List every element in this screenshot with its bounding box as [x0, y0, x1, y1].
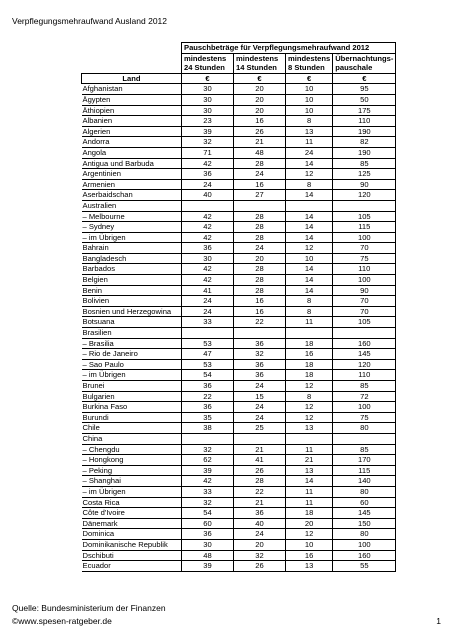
rate-14h-cell: [234, 433, 286, 444]
table-row: [82, 391, 396, 402]
country-cell: Argentinien: [82, 169, 182, 180]
overnight-cell: 100: [333, 539, 396, 550]
rate-24h-cell: 54: [182, 370, 234, 381]
rate-8h-cell: 18: [286, 338, 333, 349]
overnight-cell: 145: [333, 349, 396, 360]
rate-14h-cell: 26: [234, 561, 286, 572]
table-row: [82, 465, 396, 476]
source-note: Quelle: Bundesministerium der Finanzen: [12, 603, 166, 613]
country-cell: Dominikanische Republik: [82, 539, 182, 550]
country-cell: Bangladesch: [82, 253, 182, 264]
rate-24h-cell: 53: [182, 359, 234, 370]
land-header: Land: [82, 73, 182, 84]
rate-24h-cell: 40: [182, 190, 234, 201]
rate-24h-cell: 24: [182, 296, 234, 307]
overnight-cell: 140: [333, 476, 396, 487]
rate-8h-cell: [286, 328, 333, 339]
overnight-cell: 85: [333, 381, 396, 392]
col-header-8h-line2: 8 Stunden: [286, 63, 333, 73]
table-row: [82, 529, 396, 540]
col-header-overnight-line2: pauschale: [333, 63, 396, 73]
rate-14h-cell: 16: [234, 116, 286, 127]
overnight-cell: 90: [333, 179, 396, 190]
rate-24h-cell: 36: [182, 169, 234, 180]
overnight-cell: 160: [333, 550, 396, 561]
table-row: [82, 179, 396, 190]
overnight-cell: [333, 328, 396, 339]
currency-header: €: [286, 73, 333, 84]
rate-24h-cell: 30: [182, 105, 234, 116]
table-title: Pauschbeträge für Verpflegungsmehraufwand 2012: [182, 43, 396, 54]
country-cell: Armenien: [82, 179, 182, 190]
table-row: [82, 105, 396, 116]
rate-14h-cell: 15: [234, 391, 286, 402]
table-row: [82, 486, 396, 497]
rate-14h-cell: 28: [234, 158, 286, 169]
col-header-14h-line1: mindestens: [234, 53, 286, 63]
rate-24h-cell: 23: [182, 116, 234, 127]
rate-8h-cell: 11: [286, 444, 333, 455]
rate-14h-cell: 16: [234, 296, 286, 307]
overnight-cell: 115: [333, 222, 396, 233]
rate-8h-cell: 14: [286, 275, 333, 286]
rate-24h-cell: [182, 433, 234, 444]
rate-8h-cell: 10: [286, 539, 333, 550]
table-row: [82, 84, 396, 95]
rate-24h-cell: 32: [182, 137, 234, 148]
table-row: [82, 232, 396, 243]
table-row: [82, 158, 396, 169]
rate-14h-cell: 36: [234, 359, 286, 370]
rate-8h-cell: 13: [286, 465, 333, 476]
country-cell: – im Übrigen: [82, 370, 182, 381]
table-row: [82, 253, 396, 264]
overnight-cell: 190: [333, 147, 396, 158]
rate-14h-cell: [234, 328, 286, 339]
overnight-cell: 90: [333, 285, 396, 296]
rate-14h-cell: 24: [234, 402, 286, 413]
table-row: [82, 306, 396, 317]
overnight-cell: 60: [333, 497, 396, 508]
rate-14h-cell: 36: [234, 508, 286, 519]
rate-24h-cell: 53: [182, 338, 234, 349]
rate-24h-cell: 33: [182, 317, 234, 328]
rate-14h-cell: 32: [234, 550, 286, 561]
rate-8h-cell: [286, 433, 333, 444]
rate-8h-cell: 14: [286, 285, 333, 296]
country-cell: Bolivien: [82, 296, 182, 307]
country-cell: – Sao Paulo: [82, 359, 182, 370]
overnight-cell: 85: [333, 158, 396, 169]
rate-8h-cell: 24: [286, 147, 333, 158]
overnight-cell: 70: [333, 306, 396, 317]
rate-8h-cell: 16: [286, 550, 333, 561]
rate-24h-cell: 35: [182, 412, 234, 423]
overnight-cell: 75: [333, 253, 396, 264]
overnight-cell: 175: [333, 105, 396, 116]
rate-24h-cell: 42: [182, 232, 234, 243]
rate-14h-cell: 32: [234, 349, 286, 360]
country-cell: Antigua und Barbuda: [82, 158, 182, 169]
overnight-cell: 80: [333, 423, 396, 434]
rate-24h-cell: 32: [182, 444, 234, 455]
country-cell: Ecuador: [82, 561, 182, 572]
rate-24h-cell: 39: [182, 465, 234, 476]
rate-8h-cell: 12: [286, 381, 333, 392]
country-cell: Ägypten: [82, 94, 182, 105]
rate-24h-cell: 30: [182, 539, 234, 550]
rate-8h-cell: 20: [286, 518, 333, 529]
rate-24h-cell: 71: [182, 147, 234, 158]
col-header-overnight-line1: Übernachtungs-: [333, 53, 396, 63]
rate-14h-cell: 28: [234, 222, 286, 233]
overnight-cell: 120: [333, 190, 396, 201]
rate-8h-cell: 8: [286, 116, 333, 127]
rate-24h-cell: 60: [182, 518, 234, 529]
table-row: [82, 455, 396, 466]
rate-14h-cell: 28: [234, 275, 286, 286]
rate-14h-cell: 21: [234, 497, 286, 508]
rate-14h-cell: 24: [234, 529, 286, 540]
rate-24h-cell: 42: [182, 222, 234, 233]
rate-8h-cell: 8: [286, 296, 333, 307]
overnight-cell: 80: [333, 529, 396, 540]
rate-14h-cell: 27: [234, 190, 286, 201]
country-cell: Botsuana: [82, 317, 182, 328]
country-cell: China: [82, 433, 182, 444]
table-row: [82, 423, 396, 434]
country-cell: Aserbaidschan: [82, 190, 182, 201]
rate-24h-cell: 32: [182, 497, 234, 508]
overnight-cell: 110: [333, 116, 396, 127]
rate-8h-cell: 8: [286, 306, 333, 317]
rate-24h-cell: [182, 328, 234, 339]
country-cell: Angola: [82, 147, 182, 158]
rate-14h-cell: 16: [234, 306, 286, 317]
overnight-cell: 55: [333, 561, 396, 572]
table-row: [82, 476, 396, 487]
rate-8h-cell: 12: [286, 529, 333, 540]
rate-14h-cell: 36: [234, 338, 286, 349]
country-cell: Costa Rica: [82, 497, 182, 508]
rate-14h-cell: 20: [234, 84, 286, 95]
overnight-cell: 115: [333, 465, 396, 476]
country-cell: Brunei: [82, 381, 182, 392]
col-header-24h-line1: mindestens: [182, 53, 234, 63]
rate-24h-cell: 42: [182, 275, 234, 286]
overnight-cell: 105: [333, 211, 396, 222]
copyright-link[interactable]: ©www.spesen-ratgeber.de: [12, 616, 112, 626]
overnight-cell: 80: [333, 486, 396, 497]
table-row: [82, 444, 396, 455]
rate-8h-cell: 16: [286, 349, 333, 360]
rate-8h-cell: 10: [286, 105, 333, 116]
country-cell: – Chengdu: [82, 444, 182, 455]
rate-8h-cell: 14: [286, 158, 333, 169]
overnight-cell: [333, 200, 396, 211]
rate-24h-cell: 22: [182, 391, 234, 402]
overnight-cell: 190: [333, 126, 396, 137]
table-row: [82, 169, 396, 180]
rate-8h-cell: 11: [286, 317, 333, 328]
rate-24h-cell: 41: [182, 285, 234, 296]
overnight-cell: 70: [333, 243, 396, 254]
rate-24h-cell: 36: [182, 243, 234, 254]
overnight-cell: 105: [333, 317, 396, 328]
country-cell: – Peking: [82, 465, 182, 476]
overnight-cell: 110: [333, 264, 396, 275]
rate-8h-cell: 12: [286, 169, 333, 180]
overnight-cell: 72: [333, 391, 396, 402]
rate-14h-cell: 40: [234, 518, 286, 529]
rate-24h-cell: 42: [182, 476, 234, 487]
rate-14h-cell: 22: [234, 317, 286, 328]
rate-24h-cell: 47: [182, 349, 234, 360]
rate-14h-cell: 48: [234, 147, 286, 158]
table-row: [82, 264, 396, 275]
table-row: [82, 285, 396, 296]
rate-14h-cell: 26: [234, 126, 286, 137]
table-row: [82, 381, 396, 392]
rate-8h-cell: 12: [286, 243, 333, 254]
table-row: [82, 317, 396, 328]
country-cell: Bulgarien: [82, 391, 182, 402]
rate-8h-cell: 14: [286, 232, 333, 243]
rate-8h-cell: 13: [286, 561, 333, 572]
rate-8h-cell: 14: [286, 476, 333, 487]
table-row: [82, 349, 396, 360]
table-row: [82, 539, 396, 550]
rate-14h-cell: 26: [234, 465, 286, 476]
country-cell: Bosnien und Herzegowina: [82, 306, 182, 317]
rate-14h-cell: 24: [234, 412, 286, 423]
rate-8h-cell: 14: [286, 190, 333, 201]
page-number: 1: [436, 616, 441, 626]
country-cell: – Melbourne: [82, 211, 182, 222]
country-cell: Albanien: [82, 116, 182, 127]
table-row: [82, 94, 396, 105]
country-cell: Äthiopien: [82, 105, 182, 116]
overnight-cell: 100: [333, 402, 396, 413]
rate-14h-cell: 20: [234, 253, 286, 264]
rate-8h-cell: 10: [286, 84, 333, 95]
table-row: [82, 126, 396, 137]
table-row: [82, 412, 396, 423]
rate-8h-cell: 10: [286, 94, 333, 105]
overnight-cell: 170: [333, 455, 396, 466]
rate-8h-cell: 14: [286, 222, 333, 233]
allowance-table: [81, 42, 396, 572]
rate-8h-cell: 13: [286, 423, 333, 434]
col-header-14h-line2: 14 Stunden: [234, 63, 286, 73]
rate-8h-cell: 11: [286, 497, 333, 508]
country-cell: Algerien: [82, 126, 182, 137]
country-cell: Barbados: [82, 264, 182, 275]
rate-24h-cell: 42: [182, 158, 234, 169]
overnight-cell: 150: [333, 518, 396, 529]
rate-24h-cell: 30: [182, 94, 234, 105]
rate-24h-cell: 38: [182, 423, 234, 434]
rate-24h-cell: 48: [182, 550, 234, 561]
rate-8h-cell: 13: [286, 126, 333, 137]
table-row: [82, 211, 396, 222]
rate-8h-cell: 18: [286, 508, 333, 519]
rate-8h-cell: 8: [286, 391, 333, 402]
table-row: [82, 508, 396, 519]
currency-header: €: [333, 73, 396, 84]
country-cell: Chile: [82, 423, 182, 434]
country-cell: – im Übrigen: [82, 232, 182, 243]
table-row: [82, 328, 396, 339]
col-header-8h-line1: mindestens: [286, 53, 333, 63]
rate-24h-cell: 39: [182, 126, 234, 137]
table-body: [82, 84, 396, 571]
rate-14h-cell: 41: [234, 455, 286, 466]
country-cell: – Hongkong: [82, 455, 182, 466]
rate-8h-cell: 12: [286, 412, 333, 423]
rate-14h-cell: 16: [234, 179, 286, 190]
table-row: [82, 370, 396, 381]
country-cell: Afghanistan: [82, 84, 182, 95]
table-row: [82, 518, 396, 529]
rate-24h-cell: [182, 200, 234, 211]
rate-14h-cell: 20: [234, 94, 286, 105]
table-row: [82, 338, 396, 349]
country-cell: – Sydney: [82, 222, 182, 233]
rate-8h-cell: 8: [286, 179, 333, 190]
country-cell: Dschibuti: [82, 550, 182, 561]
country-cell: Australien: [82, 200, 182, 211]
rate-8h-cell: 11: [286, 486, 333, 497]
table-row: [82, 433, 396, 444]
table-row: [82, 402, 396, 413]
rate-8h-cell: [286, 200, 333, 211]
rate-14h-cell: 28: [234, 264, 286, 275]
overnight-cell: 85: [333, 444, 396, 455]
country-cell: Burkina Faso: [82, 402, 182, 413]
country-cell: Dänemark: [82, 518, 182, 529]
rate-24h-cell: 33: [182, 486, 234, 497]
table-row: [82, 296, 396, 307]
rate-14h-cell: 20: [234, 539, 286, 550]
rate-24h-cell: 39: [182, 561, 234, 572]
table-row: [82, 243, 396, 254]
rate-24h-cell: 42: [182, 211, 234, 222]
rate-24h-cell: 30: [182, 253, 234, 264]
rate-14h-cell: 24: [234, 169, 286, 180]
rate-14h-cell: 25: [234, 423, 286, 434]
overnight-cell: 120: [333, 359, 396, 370]
rate-8h-cell: 12: [286, 402, 333, 413]
rate-24h-cell: 36: [182, 402, 234, 413]
country-cell: Brasilien: [82, 328, 182, 339]
rate-24h-cell: 54: [182, 508, 234, 519]
table-row: [82, 137, 396, 148]
overnight-cell: 100: [333, 232, 396, 243]
table-row: [82, 275, 396, 286]
rate-14h-cell: 24: [234, 381, 286, 392]
rate-14h-cell: 21: [234, 137, 286, 148]
rate-8h-cell: 11: [286, 137, 333, 148]
country-cell: – im Übrigen: [82, 486, 182, 497]
country-cell: Dominica: [82, 529, 182, 540]
currency-header: €: [234, 73, 286, 84]
country-cell: Belgien: [82, 275, 182, 286]
country-cell: Benin: [82, 285, 182, 296]
country-cell: – Rio de Janeiro: [82, 349, 182, 360]
country-cell: Bahrain: [82, 243, 182, 254]
table-row: [82, 190, 396, 201]
table-row: [82, 550, 396, 561]
overnight-cell: 100: [333, 275, 396, 286]
rate-14h-cell: 28: [234, 476, 286, 487]
rate-14h-cell: 28: [234, 232, 286, 243]
country-cell: Côte d'Ivoire: [82, 508, 182, 519]
rate-8h-cell: 10: [286, 253, 333, 264]
rate-14h-cell: 36: [234, 370, 286, 381]
document-header: Verpflegungsmehraufwand Ausland 2012: [12, 16, 168, 26]
rate-14h-cell: 22: [234, 486, 286, 497]
rate-24h-cell: 42: [182, 264, 234, 275]
overnight-cell: 125: [333, 169, 396, 180]
country-cell: – Brasilia: [82, 338, 182, 349]
table-row: [82, 116, 396, 127]
country-cell: – Shanghai: [82, 476, 182, 487]
rate-24h-cell: 24: [182, 306, 234, 317]
rate-24h-cell: 36: [182, 529, 234, 540]
rate-14h-cell: 28: [234, 211, 286, 222]
rate-14h-cell: 21: [234, 444, 286, 455]
rate-8h-cell: 14: [286, 211, 333, 222]
overnight-cell: 50: [333, 94, 396, 105]
overnight-cell: 70: [333, 296, 396, 307]
table-row: [82, 147, 396, 158]
table-row: [82, 561, 396, 572]
overnight-cell: 160: [333, 338, 396, 349]
table-row: [82, 359, 396, 370]
overnight-cell: 95: [333, 84, 396, 95]
overnight-cell: 82: [333, 137, 396, 148]
table-row: [82, 222, 396, 233]
rate-8h-cell: 18: [286, 370, 333, 381]
rate-14h-cell: 20: [234, 105, 286, 116]
rate-14h-cell: 24: [234, 243, 286, 254]
overnight-cell: 110: [333, 370, 396, 381]
country-cell: Burundi: [82, 412, 182, 423]
rate-24h-cell: 36: [182, 381, 234, 392]
table-row: [82, 200, 396, 211]
rate-14h-cell: [234, 200, 286, 211]
country-cell: Andorra: [82, 137, 182, 148]
currency-header: €: [182, 73, 234, 84]
col-header-24h-line2: 24 Stunden: [182, 63, 234, 73]
rate-24h-cell: 30: [182, 84, 234, 95]
rate-24h-cell: 24: [182, 179, 234, 190]
rate-8h-cell: 18: [286, 359, 333, 370]
rate-24h-cell: 62: [182, 455, 234, 466]
rate-8h-cell: 14: [286, 264, 333, 275]
overnight-cell: [333, 433, 396, 444]
rate-8h-cell: 21: [286, 455, 333, 466]
overnight-cell: 75: [333, 412, 396, 423]
rate-14h-cell: 28: [234, 285, 286, 296]
overnight-cell: 145: [333, 508, 396, 519]
table-row: [82, 497, 396, 508]
